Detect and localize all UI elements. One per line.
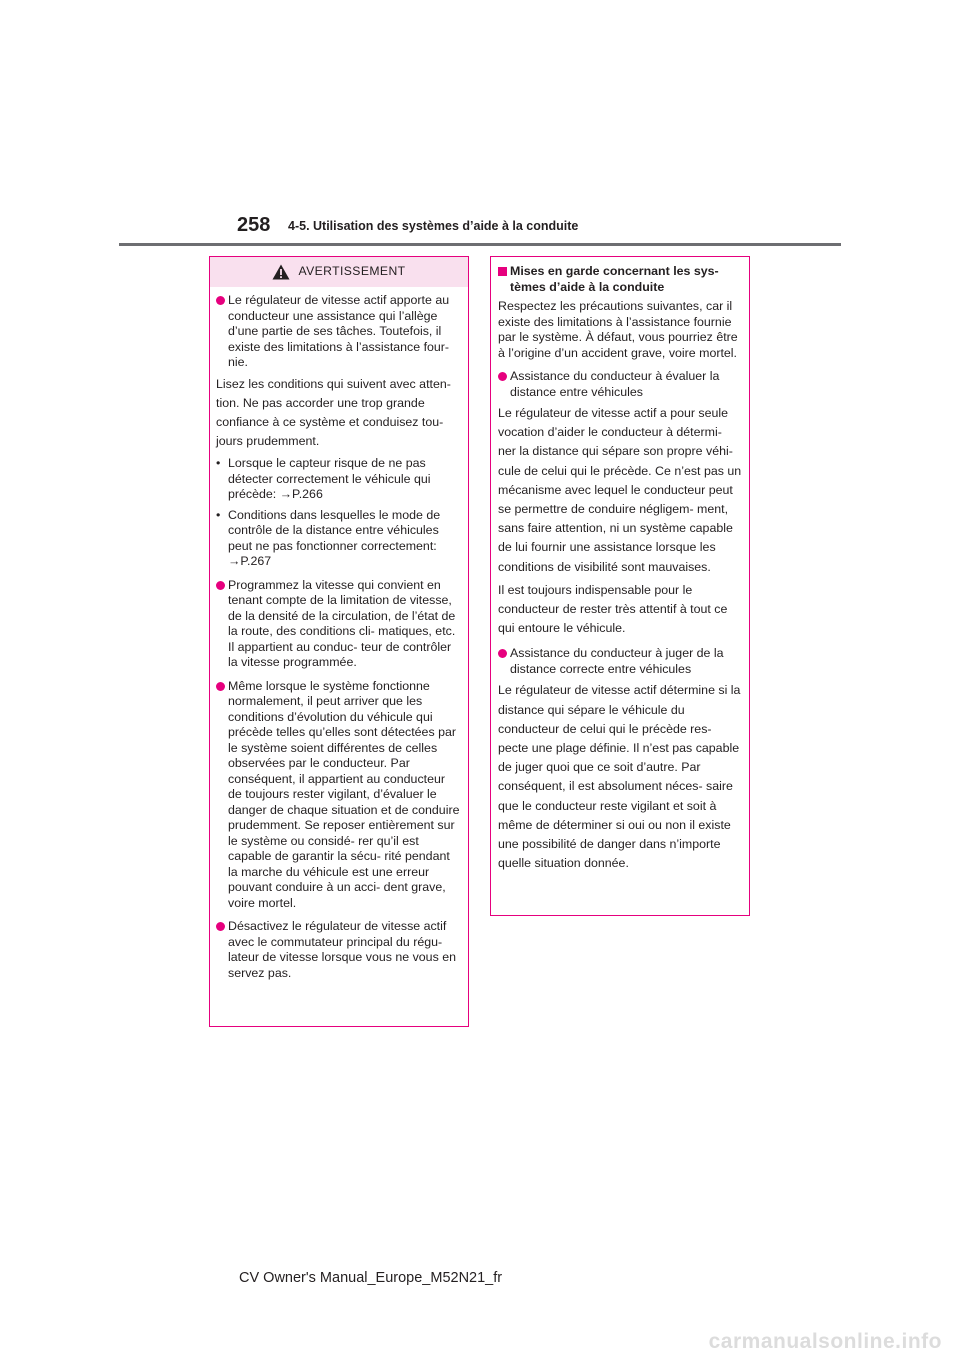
warning-bullet-text: Programmez la vitesse qui convient en tenant compte de la limitation de vitesse, de la densité de la circulation, de l’état de la route, des conditions cli- matiques, etc. Il appartient au conduc- teur de contrôler la vitesse programmée. — [228, 577, 456, 670]
bullet-dot-icon — [216, 296, 225, 305]
caution-paragraph: Il est toujours indispensable pour le conducteur de rester très attentif à tout ce qui entoure le véhicule. — [498, 582, 728, 636]
header-rule — [119, 243, 841, 246]
caution-heading-text: Mises en garde concernant les sys- tèmes d’aide à la conduite — [510, 264, 719, 294]
warning-bullet — [216, 578, 461, 671]
caution-bullet — [498, 646, 742, 677]
caution-heading — [498, 264, 742, 295]
warning-sub-item — [216, 508, 461, 570]
section-title: 4-5. Utilisation des systèmes d’aide à la conduite — [288, 219, 579, 233]
warning-bullet — [216, 679, 461, 912]
warning-bullet-text: Le régulateur de vitesse actif apporte au conducteur une assistance qui l’allège d’une partie de ses tâches. Toutefois, il existe des limitations à l’assistance four- nie. — [228, 293, 450, 369]
sub-bullet-mark: • — [216, 507, 221, 522]
watermark: carmanualsonline.info — [708, 1330, 942, 1353]
caution-bullet-text: Assistance du conducteur à évaluer la distance entre véhicules — [510, 369, 720, 399]
warning-bullet-text: Même lorsque le système fonctionne normalement, il peut arriver que les conditions d’évolution du véhicule qui précède telles qu’elles sont détectées par le système soient différentes de celles observées par le conducteur. Par conséquent, il appartient au conducteur de toujours rester vigilant, d’évaluer le danger de chaque situation et de conduire prudemment. Se reposer entièrement sur le système ou considé- rer qu’il est capable de garantir la sécu- rité pendant la marche du véhicule est une erreur pouvant conduire à un acci- dent grave, voire mortel. — [228, 678, 460, 910]
bullet-dot-icon — [498, 649, 507, 658]
warning-sub-item-text: Conditions dans lesquelles le mode de contrôle de la distance entre véhicules peut ne pas fonctionner correctement: →P.267 — [228, 507, 441, 569]
warning-bullet — [216, 919, 461, 981]
page-number: 258 — [237, 214, 271, 236]
footer-manual-id: CV Owner's Manual_Europe_M52N21_fr — [239, 1270, 503, 1286]
caution-bullet — [498, 369, 742, 400]
warning-triangle-icon — [272, 264, 290, 280]
warning-sub-item-text: Lorsque le capteur risque de ne pas détecter correctement le véhicule qui précède: →P.266 — [228, 456, 431, 502]
caution-box — [490, 256, 750, 916]
caution-paragraph: Le régulateur de vitesse actif détermine si la distance qui sépare le véhicule du conducteur de celui qui le précède res- pecte une plage définie. Il n’est pas capable de juger quoi que ce soit d’autre. Par conséquent, il est absolument néces- saire que le conducteur reste vigilant et soit à même de déterminer si oui ou non il existe une possibilité de danger dans n’importe quelle situation donnée. — [498, 683, 741, 871]
warning-sub-item — [216, 456, 461, 503]
warning-bullet-text: Désactivez le régulateur de vitesse actif avec le commutateur principal du régu- lateur de vitesse lorsque vous ne vous en servez pas. — [228, 919, 456, 980]
bullet-dot-icon — [216, 922, 225, 931]
warning-header — [210, 257, 468, 287]
square-bullet-icon — [498, 267, 507, 276]
bullet-dot-icon — [498, 372, 507, 381]
warning-box — [209, 256, 469, 1027]
warning-paragraph: Lisez les conditions qui suivent avec atten- tion. Ne pas accorder une trop grande confiance à ce système et conduisez tou- jours prudemment. — [216, 376, 451, 449]
sub-bullet-mark: • — [216, 456, 221, 471]
bullet-dot-icon — [216, 581, 225, 590]
caution-intro: Respectez les précautions suivantes, car il existe des limitations à l’assistance fournie par le système. À défaut, vous pourriez être à l’origine d’un accident grave, voire mortel. — [498, 299, 738, 360]
caution-paragraph: Le régulateur de vitesse actif a pour seule vocation d’aider le conducteur à détermi- ner la distance qui sépare son propre véhi- cule de celui qui le précède. Ce n’est pas un mécanisme avec lequel le conducteur peut se permettre de conduire négligem- ment, sans faire attention, ni un système capable de lui fournir une assistance lorsque les conditions de visibilité sont mauvaises. — [498, 406, 742, 574]
warning-title: AVERTISSEMENT — [298, 264, 406, 279]
caution-bullet-text: Assistance du conducteur à juger de la distance correcte entre véhicules — [510, 646, 724, 676]
warning-bullet — [216, 293, 461, 371]
bullet-dot-icon — [216, 682, 225, 691]
